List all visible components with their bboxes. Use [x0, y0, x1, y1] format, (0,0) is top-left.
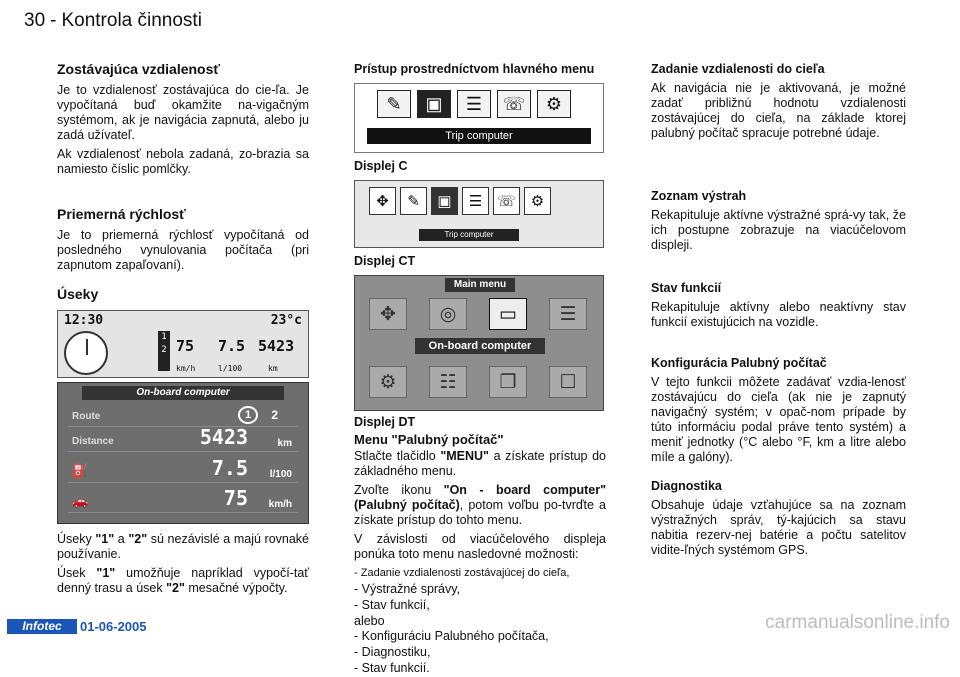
menu-icon: ☰ — [462, 187, 489, 215]
menu-icon: ☰ — [549, 298, 587, 330]
section-title-destination-distance: Zadanie vzdialenosti do cieľa — [651, 62, 825, 76]
cluster-temperature: 23°c — [270, 313, 302, 328]
obc-route-label: Route — [72, 411, 101, 422]
obc-fuel-unit: l/100 — [269, 469, 292, 480]
alternative-label: alebo — [354, 614, 385, 628]
section-title-main-menu-access: Prístup prostredníctvom hlavného menu — [354, 62, 595, 76]
menu-icon: ✎ — [377, 90, 411, 118]
options-list-b — [354, 629, 606, 676]
clock-dial-icon — [64, 331, 108, 375]
trip-tab-indicator: 1 2 — [158, 331, 170, 371]
menu-icon: ▭ — [489, 298, 527, 330]
obc-row-route — [68, 405, 298, 427]
menu-icon: ▣ — [417, 90, 451, 118]
subheading-menu: Menu "Palubný počítač" — [354, 432, 504, 447]
section-title-sections: Úseky — [57, 286, 99, 302]
obc-distance-value: 5423 — [199, 425, 248, 449]
paragraph: Obsahuje údaje vzťahujúce sa na zoznam výstražných správ, tý-kajúcich sa stavu nabitia rezerv-nej batérie a počtu satelitov vidite-ľných systémom GPS. — [651, 498, 906, 557]
menu-icon: ◎ — [429, 298, 467, 330]
display-c-image — [354, 83, 604, 153]
list-item: - Diagnostiku, — [354, 645, 606, 660]
menu-icon: ⚙ — [537, 90, 571, 118]
section-title-average-speed: Priemerná rýchlosť — [57, 206, 186, 222]
watermark: carmanualsonline.info — [765, 612, 950, 633]
obc-speed-unit: km/h — [268, 499, 292, 510]
display-dt-title: Main menu — [445, 278, 515, 292]
menu-icon: ☷ — [429, 366, 467, 398]
obc-route-selected: 1 — [238, 406, 258, 424]
list-item: - Výstražné správy, — [354, 582, 606, 597]
list-item: - Zadanie vzdialenosti zostávajúcej do cieľa, — [354, 566, 606, 581]
cluster-distance-value: 5423 — [258, 337, 295, 355]
section-title-function-status: Stav funkcií — [651, 281, 722, 295]
page-title: Kontrola činnosti — [61, 10, 202, 31]
cluster-time: 12:30 — [64, 313, 104, 328]
paragraph: Ak navigácia nie je aktivovaná, je možné zadať približnú hodnotu vzdialenosti zostávajúcej do cieľa, na základe ktorej palubný počítač spracuje potrebné údaje. — [651, 81, 906, 140]
paragraph: V tejto funkcii môžete zadávať vzdia-lenosť zostávajúcu do cieľa (ak nie je zapnutý navigačný systém; v opač-nom prípade by túto informáciu podal práve tento systém) a meniť jednotky (°C alebo °F, km a litre alebo míle a galóny). — [651, 375, 906, 464]
fuel-pump-icon: ⛽ — [72, 463, 89, 478]
menu-icon: ⚙ — [369, 366, 407, 398]
paragraph: Rekapituluje aktívne výstražné sprá-vy tak, že ich postupne zobrazuje na viacúčelovom displeji. — [651, 208, 906, 252]
section-title-computer-config: Konfigurácia Palubný počítač — [651, 356, 827, 370]
page-number: 30 — [24, 10, 46, 31]
display-ct-icon-row — [369, 187, 551, 215]
display-dt-icon-row-bottom — [369, 366, 587, 398]
section-title-alert-list: Zoznam výstrah — [651, 189, 747, 203]
obc-speed-value: 75 — [223, 486, 248, 510]
obc-header: On-board computer — [82, 386, 284, 400]
display-ct-image — [354, 180, 604, 248]
column-right — [651, 62, 906, 562]
menu-icon: ✥ — [369, 298, 407, 330]
column-middle — [354, 62, 606, 677]
list-item: - Stav funkcií, — [354, 598, 606, 613]
paragraph: Ak vzdialenosť nebola zadaná, zo-brazia sa namiesto číslic pomlčky. — [57, 147, 309, 176]
paragraph-sections: Úseky "1" a "2" sú nezávislé a majú rovnaké používanie. — [57, 532, 309, 561]
list-item: - Konfiguráciu Palubného počítača, — [354, 629, 606, 644]
menu-icon: ☐ — [549, 366, 587, 398]
menu-icon: ▣ — [431, 187, 458, 215]
display-dt-icon-row-top — [369, 298, 587, 330]
caption-display-ct: Displej CT — [354, 254, 416, 268]
section-title-remaining-distance: Zostávajúca vzdialenosť — [57, 61, 221, 77]
menu-icon: ✎ — [400, 187, 427, 215]
section-title-diagnostics: Diagnostika — [651, 479, 722, 493]
column-left — [57, 62, 309, 600]
paragraph: Rekapituluje aktívny alebo neaktívny stav funkcií existujúcich na vozidle. — [651, 300, 906, 329]
menu-icon: ⚙ — [524, 187, 551, 215]
menu-icon: ☏ — [493, 187, 520, 215]
display-dt-image — [354, 275, 604, 411]
page-header — [24, 10, 202, 32]
paragraph: Je to priemerná rýchlosť vypočítaná od posledného vynulovania počítača (pri zapnutom zapaľovaní). — [57, 228, 309, 272]
caption-display-c: Displej C — [354, 159, 408, 173]
cluster-display-image — [57, 310, 309, 378]
infotec-logo: Infotec — [7, 619, 77, 634]
cluster-speed-value: 75 — [176, 337, 195, 355]
paragraph: Zvoľte ikonu "On - board computer" (Palubný počítač), potom voľbu po-tvrďte a získate prístup do tohto menu. — [354, 483, 606, 527]
paragraph: V závislosti od viacúčelového displeja ponúka toto menu nasledovné možnosti: — [354, 532, 606, 561]
obc-row-distance — [68, 425, 298, 452]
onboard-computer-display-image — [57, 382, 309, 524]
display-ct-selected-label: Trip computer — [419, 229, 519, 241]
list-item: - Stav funkcií. — [354, 661, 606, 676]
paragraph-section-usage: Úsek "1" umožňuje napríklad vypočí-tať denný trasu a úsek "2" mesačné výpočty. — [57, 566, 309, 595]
car-icon: 🚗 — [72, 493, 89, 508]
display-c-icon-row — [377, 90, 571, 118]
paragraph: Je to vzdialenosť zostávajúca do cie-ľa. Je vypočítaná buď okamžite na-vigačným systémom, ak je navigácia zapnutá, alebo ju zadá užívateľ. — [57, 83, 309, 142]
display-c-selected-label: Trip computer — [367, 128, 591, 144]
cluster-fuel-unit: l/100 — [218, 364, 243, 373]
menu-icon: ☏ — [497, 90, 531, 118]
display-dt-selected-label: On-board computer — [415, 338, 545, 354]
obc-route-alt: 2 — [271, 408, 278, 422]
cluster-speed-unit: km/h — [176, 364, 196, 373]
paragraph: Stlačte tlačidlo "MENU" a získate prístup do základného menu. — [354, 449, 607, 478]
menu-icon: ✥ — [369, 187, 396, 215]
cluster-fuel-value: 7.5 — [218, 337, 246, 355]
obc-fuel-value: 7.5 — [211, 456, 248, 480]
cluster-distance-unit: km — [268, 364, 278, 373]
footer-date: 01-06-2005 — [80, 619, 147, 634]
obc-distance-unit: km — [277, 438, 292, 449]
header-separator: - — [50, 10, 57, 31]
caption-display-dt: Displej DT — [354, 415, 416, 429]
obc-row-speed — [68, 486, 298, 513]
options-list-a — [354, 566, 606, 613]
menu-icon: ❐ — [489, 366, 527, 398]
menu-icon: ☰ — [457, 90, 491, 118]
obc-row-fuel — [68, 456, 298, 483]
obc-distance-label: Distance — [72, 436, 114, 447]
